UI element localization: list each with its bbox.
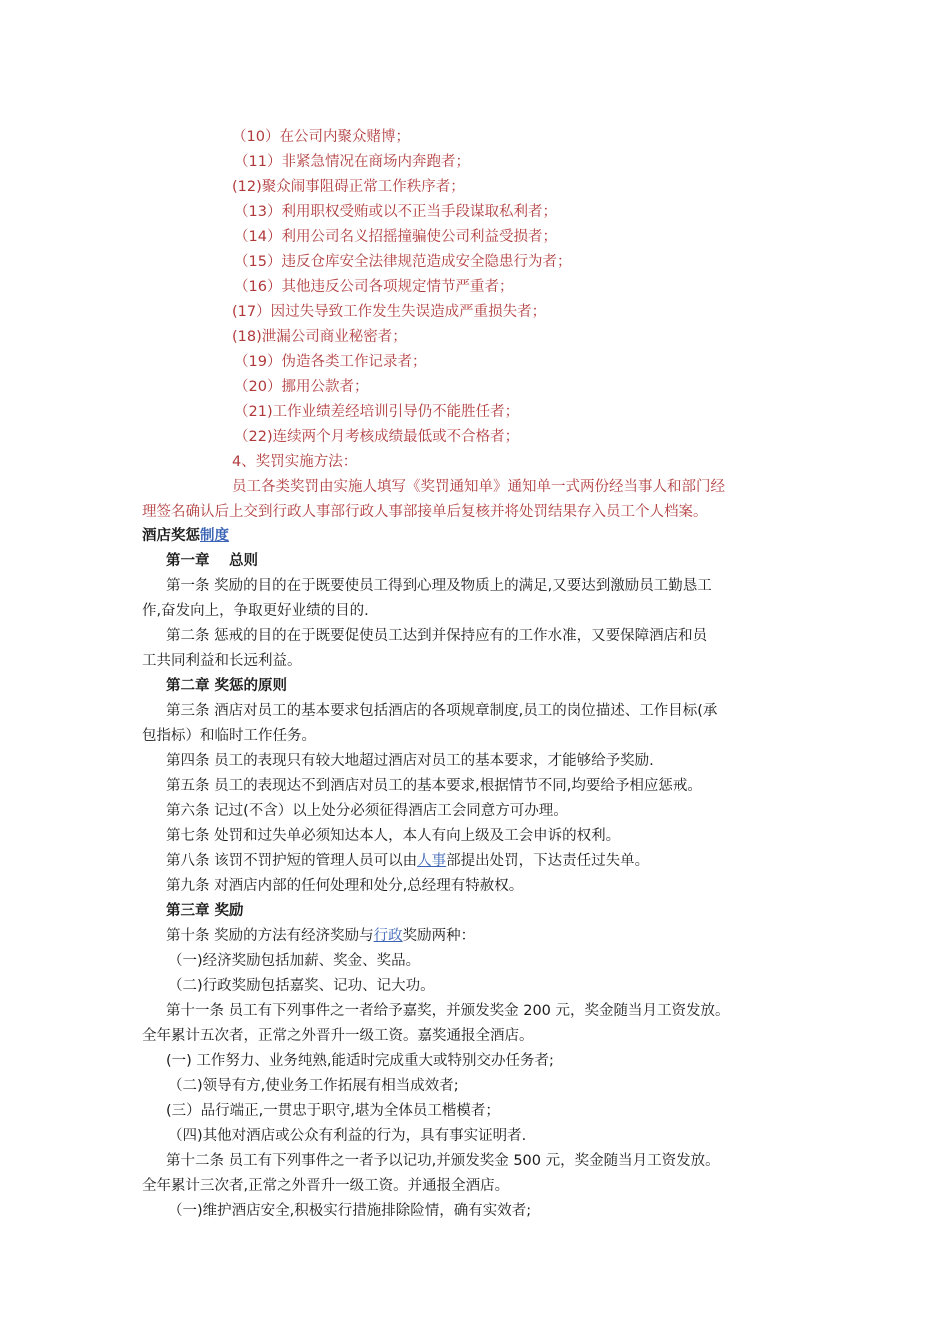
paragraph-line: (三）品行端正,一贯忠于职守,堪为全体员工楷模者； [166, 1103, 500, 1119]
paragraph-line: （二)行政奖励包括嘉奖、记功、记大功。 [168, 978, 435, 994]
paragraph-line: （一)经济奖励包括加薪、奖金、奖品。 [168, 953, 421, 969]
document-title [142, 526, 229, 546]
penalty-item: （22)连续两个月考核成绩最低或不合格者； [234, 429, 520, 445]
paragraph-line: 第三条 酒店对员工的基本要求包括酒店的各项规章制度,员工的岗位描述、工作目标(承 [166, 703, 718, 719]
paragraph-line: （二)领导有方,使业务工作拓展有相当成效者; [168, 1078, 459, 1094]
paragraph-line: (一) 工作努力、业务纯熟,能适时完成重大或特别交办任务者; [166, 1053, 554, 1069]
penalty-item: （10）在公司内聚众赌博； [232, 129, 410, 145]
paragraph-line: 第十一条 员工有下列事件之一者给予嘉奖，并颁发奖金 200 元，奖金随当月工资发放。 [166, 1003, 730, 1019]
paragraph-line: 第四条 员工的表现只有较大地超过酒店对员工的基本要求，才能够给予奖励. [166, 753, 654, 769]
paragraph-line: 员工各类奖罚由实施人填写《奖罚通知单》通知单一式两份经当事人和部门经 [232, 479, 725, 495]
chapter-heading: 第二章 奖惩的原则 [166, 678, 288, 694]
article-text: 第十条 奖励的方法有经济奖励与 [166, 928, 374, 944]
paragraph-line [166, 851, 649, 871]
paragraph-line: 第六条 记过(不含）以上处分必须征得酒店工会同意方可办理。 [166, 803, 568, 819]
paragraph-line: 第一条 奖励的目的在于既要使员工得到心理及物质上的满足,又要达到激励员工勤恳工 [166, 578, 712, 594]
paragraph-line: （一)维护酒店安全,积极实行措施排除险情，确有实效者; [168, 1203, 532, 1219]
chapter-heading: 第三章 奖励 [166, 903, 244, 919]
document-title-link[interactable]: 制度 [200, 528, 229, 544]
penalty-item: （16）其他违反公司各项规定情节严重者； [234, 279, 514, 295]
paragraph-line: 第二条 惩戒的目的在于既要促使员工达到并保持应有的工作水准，又要保障酒店和员 [166, 628, 708, 644]
penalty-item: （21)工作业绩差经培训引导仍不能胜任者； [234, 404, 520, 420]
hr-link[interactable]: 人事 [417, 853, 447, 869]
article-text: 第八条 该罚不罚护短的管理人员可以由 [166, 853, 418, 869]
penalty-item: （20）挪用公款者； [234, 379, 369, 395]
paragraph-line: 第七条 处罚和过失单必须知达本人，本人有向上级及工会申诉的权利。 [166, 828, 621, 844]
admin-link[interactable]: 行政 [373, 928, 403, 944]
paragraph-line: 全年累计三次者,正常之外晋升一级工资。并通报全酒店。 [142, 1178, 510, 1194]
chapter-heading: 第一章 总则 [166, 553, 259, 569]
paragraph-line: 全年累计五次者，正常之外晋升一级工资。嘉奖通报全酒店。 [142, 1028, 534, 1044]
article-text: 奖励两种： [402, 928, 476, 944]
paragraph-line: 第九条 对酒店内部的任何处理和处分,总经理有特赦权。 [166, 878, 524, 894]
document-title-text: 酒店奖惩 [142, 528, 200, 544]
penalty-item: （14）利用公司名义招摇撞骗使公司利益受损者； [234, 229, 557, 245]
paragraph-line: 理签名确认后上交到行政人事部行政人事部接单后复核并将处罚结果存入员工个人档案。 [142, 504, 708, 520]
paragraph-line: 包指标）和临时工作任务。 [142, 728, 316, 744]
paragraph-line: 第十二条 员工有下列事件之一者予以记功,并颁发奖金 500 元，奖金随当月工资发放。 [166, 1153, 720, 1169]
paragraph-line: 作,奋发向上，争取更好业绩的目的. [142, 603, 369, 619]
penalty-item: (17）因过失导致工作发生失误造成严重损失者； [232, 304, 547, 320]
penalty-item: (18)泄漏公司商业秘密者； [232, 329, 407, 345]
paragraph-line: 第五条 员工的表现达不到酒店对员工的基本要求,根据情节不同,均要给予相应惩戒。 [166, 778, 702, 794]
article-text: 部提出处罚，下达责任过失单。 [446, 853, 650, 869]
penalty-item: （19）伪造各类工作记录者； [234, 354, 427, 370]
penalty-item: （15）违反仓库安全法律规范造成安全隐患行为者； [234, 254, 572, 270]
paragraph-line: （四)其他对酒店或公众有利益的行为，具有事实证明者. [168, 1128, 527, 1144]
paragraph-line [166, 926, 475, 946]
section-heading: 4、奖罚实施方法： [232, 454, 358, 470]
paragraph-line: 工共同利益和长远利益。 [142, 653, 302, 669]
penalty-item: （13）利用职权受贿或以不正当手段谋取私利者； [234, 204, 557, 220]
penalty-item: （11）非紧急情况在商场内奔跑者； [234, 154, 470, 170]
penalty-item: (12)聚众闹事阻碍正常工作秩序者； [232, 179, 465, 195]
